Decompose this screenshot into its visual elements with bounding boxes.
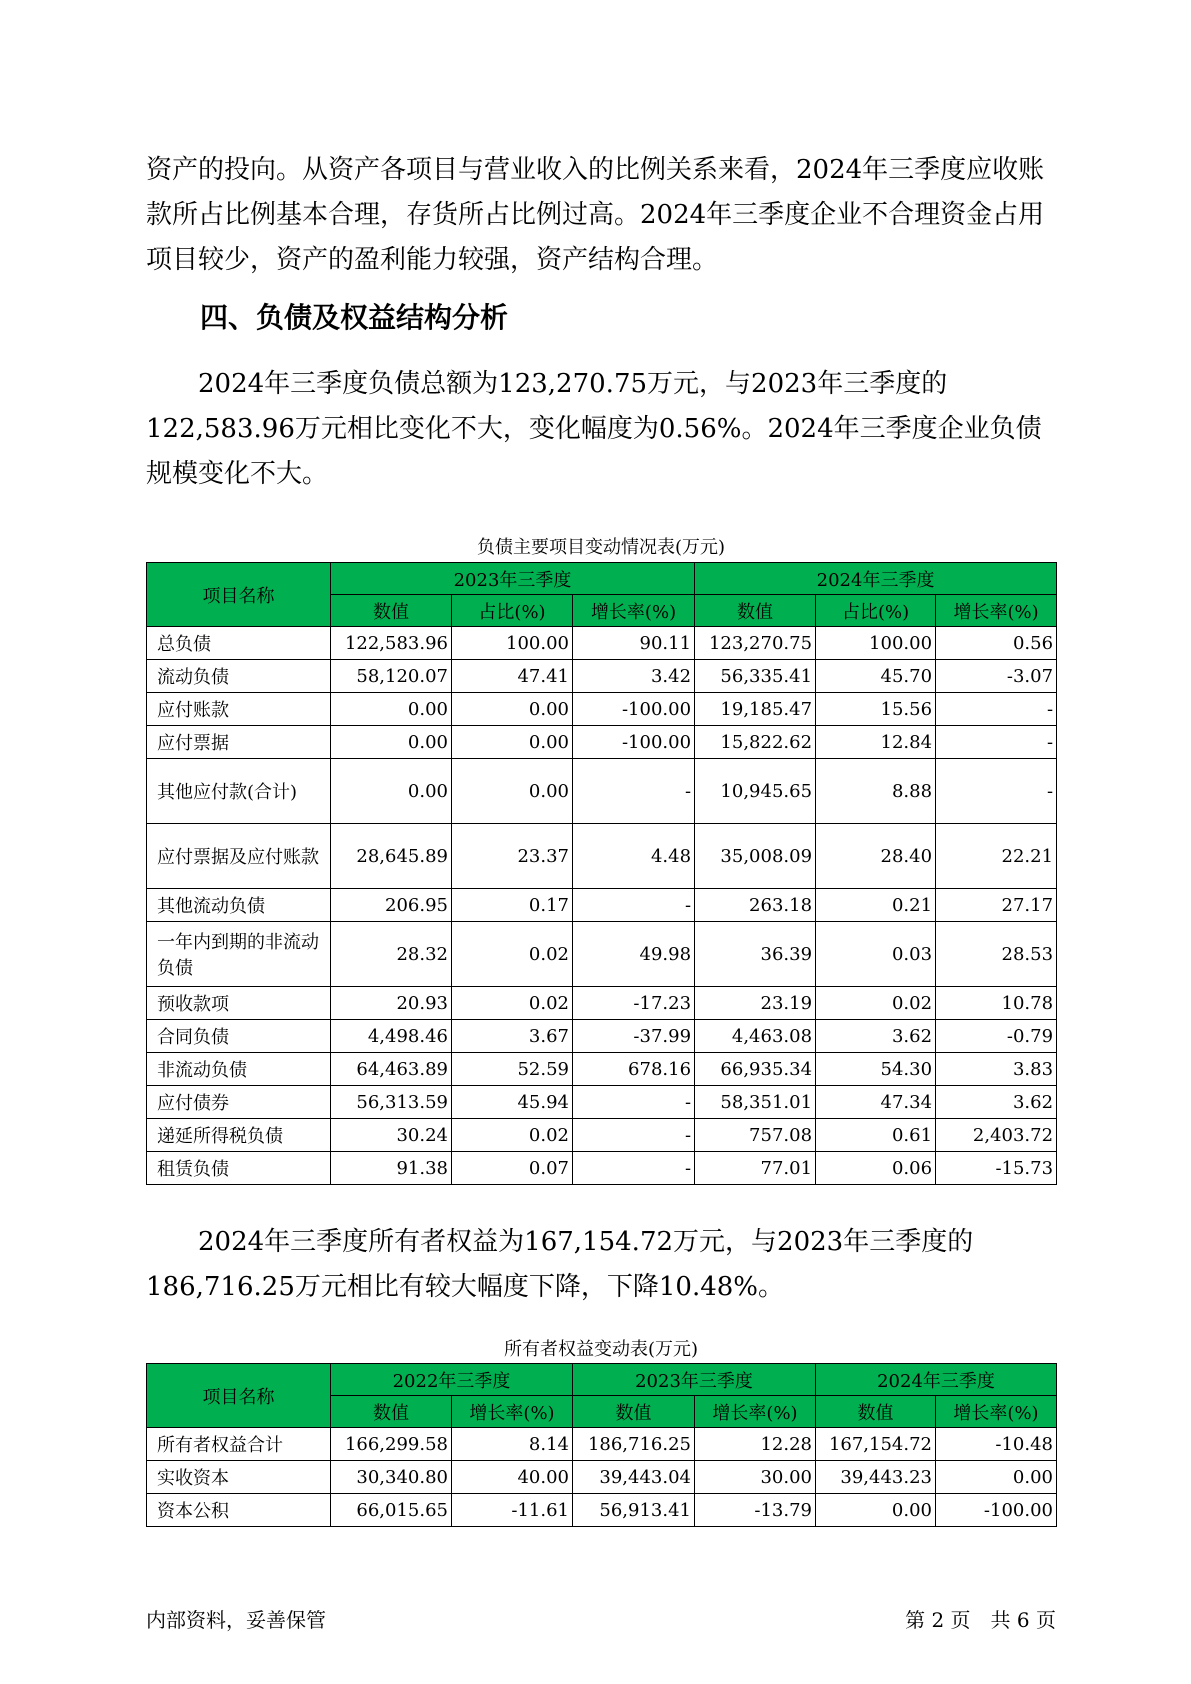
value-cell: 39,443.23 (816, 1461, 936, 1494)
value-cell: 66,015.65 (331, 1494, 452, 1527)
row-name-cell: 合同负债 (147, 1020, 331, 1053)
value-cell: 47.34 (816, 1086, 936, 1119)
value-cell: 23.19 (695, 987, 816, 1020)
value-cell: -10.48 (936, 1428, 1057, 1461)
value-cell: 3.83 (936, 1053, 1057, 1086)
value-cell: 28,645.89 (331, 824, 452, 889)
liability-paragraph: 2024年三季度负债总额为123,270.75万元，与2023年三季度的122,583.96万元相比变化不大，变化幅度为0.56%。2024年三季度企业负债规模变化不大。 (146, 369, 1042, 489)
value-cell: 678.16 (573, 1053, 695, 1086)
table-row (147, 1020, 1057, 1053)
item-name-header: 项目名称 (147, 1364, 331, 1428)
value-cell: 19,185.47 (695, 693, 816, 726)
value-cell: -0.79 (936, 1020, 1057, 1053)
value-cell: 91.38 (331, 1152, 452, 1185)
column-header: 占比(%) (452, 595, 573, 627)
value-cell: 0.02 (452, 1119, 573, 1152)
column-header: 增长率(%) (936, 1396, 1057, 1428)
column-header: 增长率(%) (695, 1396, 816, 1428)
table-row (147, 889, 1057, 922)
column-header: 数值 (816, 1396, 936, 1428)
section-heading: 四、负债及权益结构分析 (200, 301, 509, 334)
value-cell: 45.70 (816, 660, 936, 693)
value-cell: 22.21 (936, 824, 1057, 889)
value-cell: 263.18 (695, 889, 816, 922)
row-name-cell: 递延所得税负债 (147, 1119, 331, 1152)
value-cell: 166,299.58 (331, 1428, 452, 1461)
row-name-cell: 应付票据及应付账款 (147, 824, 331, 889)
value-cell: 49.98 (573, 922, 695, 987)
value-cell: 35,008.09 (695, 824, 816, 889)
table-row (147, 987, 1057, 1020)
row-name-cell: 所有者权益合计 (147, 1428, 331, 1461)
value-cell: 28.53 (936, 922, 1057, 987)
value-cell: 0.07 (452, 1152, 573, 1185)
column-header: 数值 (573, 1396, 695, 1428)
value-cell: 100.00 (452, 627, 573, 660)
column-header: 数值 (695, 595, 816, 627)
value-cell: 0.02 (452, 922, 573, 987)
value-cell: - (936, 693, 1057, 726)
value-cell: 12.84 (816, 726, 936, 759)
value-cell: - (573, 1119, 695, 1152)
value-cell: 58,351.01 (695, 1086, 816, 1119)
table-row (147, 759, 1057, 824)
value-cell: -15.73 (936, 1152, 1057, 1185)
value-cell: - (573, 889, 695, 922)
value-cell: -13.79 (695, 1494, 816, 1527)
table-row (147, 1086, 1057, 1119)
value-cell: -100.00 (573, 726, 695, 759)
value-cell: 30.24 (331, 1119, 452, 1152)
value-cell: 206.95 (331, 889, 452, 922)
period-header: 2024年三季度 (695, 563, 1057, 595)
value-cell: 10.78 (936, 987, 1057, 1020)
value-cell: 10,945.65 (695, 759, 816, 824)
value-cell: - (573, 759, 695, 824)
value-cell: 23.37 (452, 824, 573, 889)
value-cell: 58,120.07 (331, 660, 452, 693)
value-cell: 30.00 (695, 1461, 816, 1494)
value-cell: - (573, 1086, 695, 1119)
value-cell: -17.23 (573, 987, 695, 1020)
value-cell: 4,498.46 (331, 1020, 452, 1053)
period-header: 2023年三季度 (573, 1364, 816, 1396)
table-row (147, 1494, 1057, 1527)
row-name-cell: 应付债券 (147, 1086, 331, 1119)
value-cell: 47.41 (452, 660, 573, 693)
value-cell: 4.48 (573, 824, 695, 889)
table-row (147, 1119, 1057, 1152)
value-cell: 0.02 (816, 987, 936, 1020)
intro-paragraph: 资产的投向。从资产各项目与营业收入的比例关系来看，2024年三季度应收账款所占比例基本合理，存货所占比例过高。2024年三季度企业不合理资金占用项目较少，资产的盈利能力较强，资产结构合理。 (146, 155, 1045, 275)
row-name-cell: 实收资本 (147, 1461, 331, 1494)
row-name-cell: 预收款项 (147, 987, 331, 1020)
value-cell: 56,335.41 (695, 660, 816, 693)
table-row (147, 726, 1057, 759)
footer-note: 内部资料，妥善保管 (146, 1608, 326, 1632)
value-cell: 3.62 (816, 1020, 936, 1053)
row-name-cell: 其他应付款(合计) (147, 759, 331, 824)
row-name-cell: 流动负债 (147, 660, 331, 693)
row-name-cell: 应付票据 (147, 726, 331, 759)
table-row (147, 824, 1057, 889)
value-cell: 39,443.04 (573, 1461, 695, 1494)
value-cell: 4,463.08 (695, 1020, 816, 1053)
value-cell: 45.94 (452, 1086, 573, 1119)
row-name-cell: 租赁负债 (147, 1152, 331, 1185)
value-cell: -100.00 (936, 1494, 1057, 1527)
value-cell: 3.42 (573, 660, 695, 693)
row-name-cell: 一年内到期的非流动负债 (147, 922, 331, 987)
value-cell: 66,935.34 (695, 1053, 816, 1086)
value-cell: 28.32 (331, 922, 452, 987)
value-cell: - (936, 759, 1057, 824)
value-cell: 186,716.25 (573, 1428, 695, 1461)
equity-paragraph: 2024年三季度所有者权益为167,154.72万元，与2023年三季度的186,716.25万元相比有较大幅度下降，下降10.48%。 (146, 1227, 974, 1302)
value-cell: 0.00 (331, 693, 452, 726)
value-cell: 20.93 (331, 987, 452, 1020)
value-cell: 2,403.72 (936, 1119, 1057, 1152)
value-cell: 0.03 (816, 922, 936, 987)
equity-table-caption: 所有者权益变动表(万元) (503, 1339, 699, 1360)
value-cell: 0.00 (936, 1461, 1057, 1494)
value-cell: 64,463.89 (331, 1053, 452, 1086)
table-row (147, 627, 1057, 660)
value-cell: 36.39 (695, 922, 816, 987)
value-cell: -11.61 (452, 1494, 573, 1527)
value-cell: 0.02 (452, 987, 573, 1020)
row-name-cell: 其他流动负债 (147, 889, 331, 922)
value-cell: 90.11 (573, 627, 695, 660)
table-row (147, 660, 1057, 693)
column-header: 数值 (331, 1396, 452, 1428)
value-cell: 0.06 (816, 1152, 936, 1185)
value-cell: 56,313.59 (331, 1086, 452, 1119)
value-cell: 30,340.80 (331, 1461, 452, 1494)
table-row (147, 1152, 1057, 1185)
value-cell: -37.99 (573, 1020, 695, 1053)
column-header: 增长率(%) (573, 595, 695, 627)
row-name-cell: 非流动负债 (147, 1053, 331, 1086)
value-cell: 15,822.62 (695, 726, 816, 759)
value-cell: 0.00 (331, 726, 452, 759)
liability-table-caption: 负债主要项目变动情况表(万元) (476, 537, 726, 558)
table-row (147, 1428, 1057, 1461)
column-header: 增长率(%) (936, 595, 1057, 627)
value-cell: 757.08 (695, 1119, 816, 1152)
value-cell: 8.14 (452, 1428, 573, 1461)
value-cell: 167,154.72 (816, 1428, 936, 1461)
value-cell: 123,270.75 (695, 627, 816, 660)
value-cell: 40.00 (452, 1461, 573, 1494)
value-cell: 28.40 (816, 824, 936, 889)
liability-table (146, 562, 1057, 1185)
table-row (147, 1461, 1057, 1494)
value-cell: 0.00 (816, 1494, 936, 1527)
value-cell: 54.30 (816, 1053, 936, 1086)
value-cell: - (573, 1152, 695, 1185)
table-row (147, 1053, 1057, 1086)
value-cell: -100.00 (573, 693, 695, 726)
table-row (147, 693, 1057, 726)
value-cell: 0.00 (452, 726, 573, 759)
period-header: 2023年三季度 (331, 563, 695, 595)
value-cell: -3.07 (936, 660, 1057, 693)
column-header: 增长率(%) (452, 1396, 573, 1428)
value-cell: 0.00 (452, 759, 573, 824)
item-name-header: 项目名称 (147, 563, 331, 627)
equity-table (146, 1363, 1057, 1527)
value-cell: 12.28 (695, 1428, 816, 1461)
column-header: 占比(%) (816, 595, 936, 627)
value-cell: - (936, 726, 1057, 759)
value-cell: 100.00 (816, 627, 936, 660)
row-name-cell: 资本公积 (147, 1494, 331, 1527)
value-cell: 122,583.96 (331, 627, 452, 660)
value-cell: 15.56 (816, 693, 936, 726)
value-cell: 56,913.41 (573, 1494, 695, 1527)
value-cell: 3.67 (452, 1020, 573, 1053)
value-cell: 0.21 (816, 889, 936, 922)
value-cell: 0.61 (816, 1119, 936, 1152)
value-cell: 52.59 (452, 1053, 573, 1086)
value-cell: 8.88 (816, 759, 936, 824)
value-cell: 0.17 (452, 889, 573, 922)
value-cell: 0.00 (331, 759, 452, 824)
period-header: 2022年三季度 (331, 1364, 573, 1396)
page-number: 第 2 页 共 6 页 (905, 1608, 1056, 1632)
table-row (147, 922, 1057, 987)
period-header: 2024年三季度 (816, 1364, 1057, 1396)
value-cell: 77.01 (695, 1152, 816, 1185)
value-cell: 0.56 (936, 627, 1057, 660)
column-header: 数值 (331, 595, 452, 627)
row-name-cell: 总负债 (147, 627, 331, 660)
value-cell: 27.17 (936, 889, 1057, 922)
row-name-cell: 应付账款 (147, 693, 331, 726)
value-cell: 0.00 (452, 693, 573, 726)
value-cell: 3.62 (936, 1086, 1057, 1119)
